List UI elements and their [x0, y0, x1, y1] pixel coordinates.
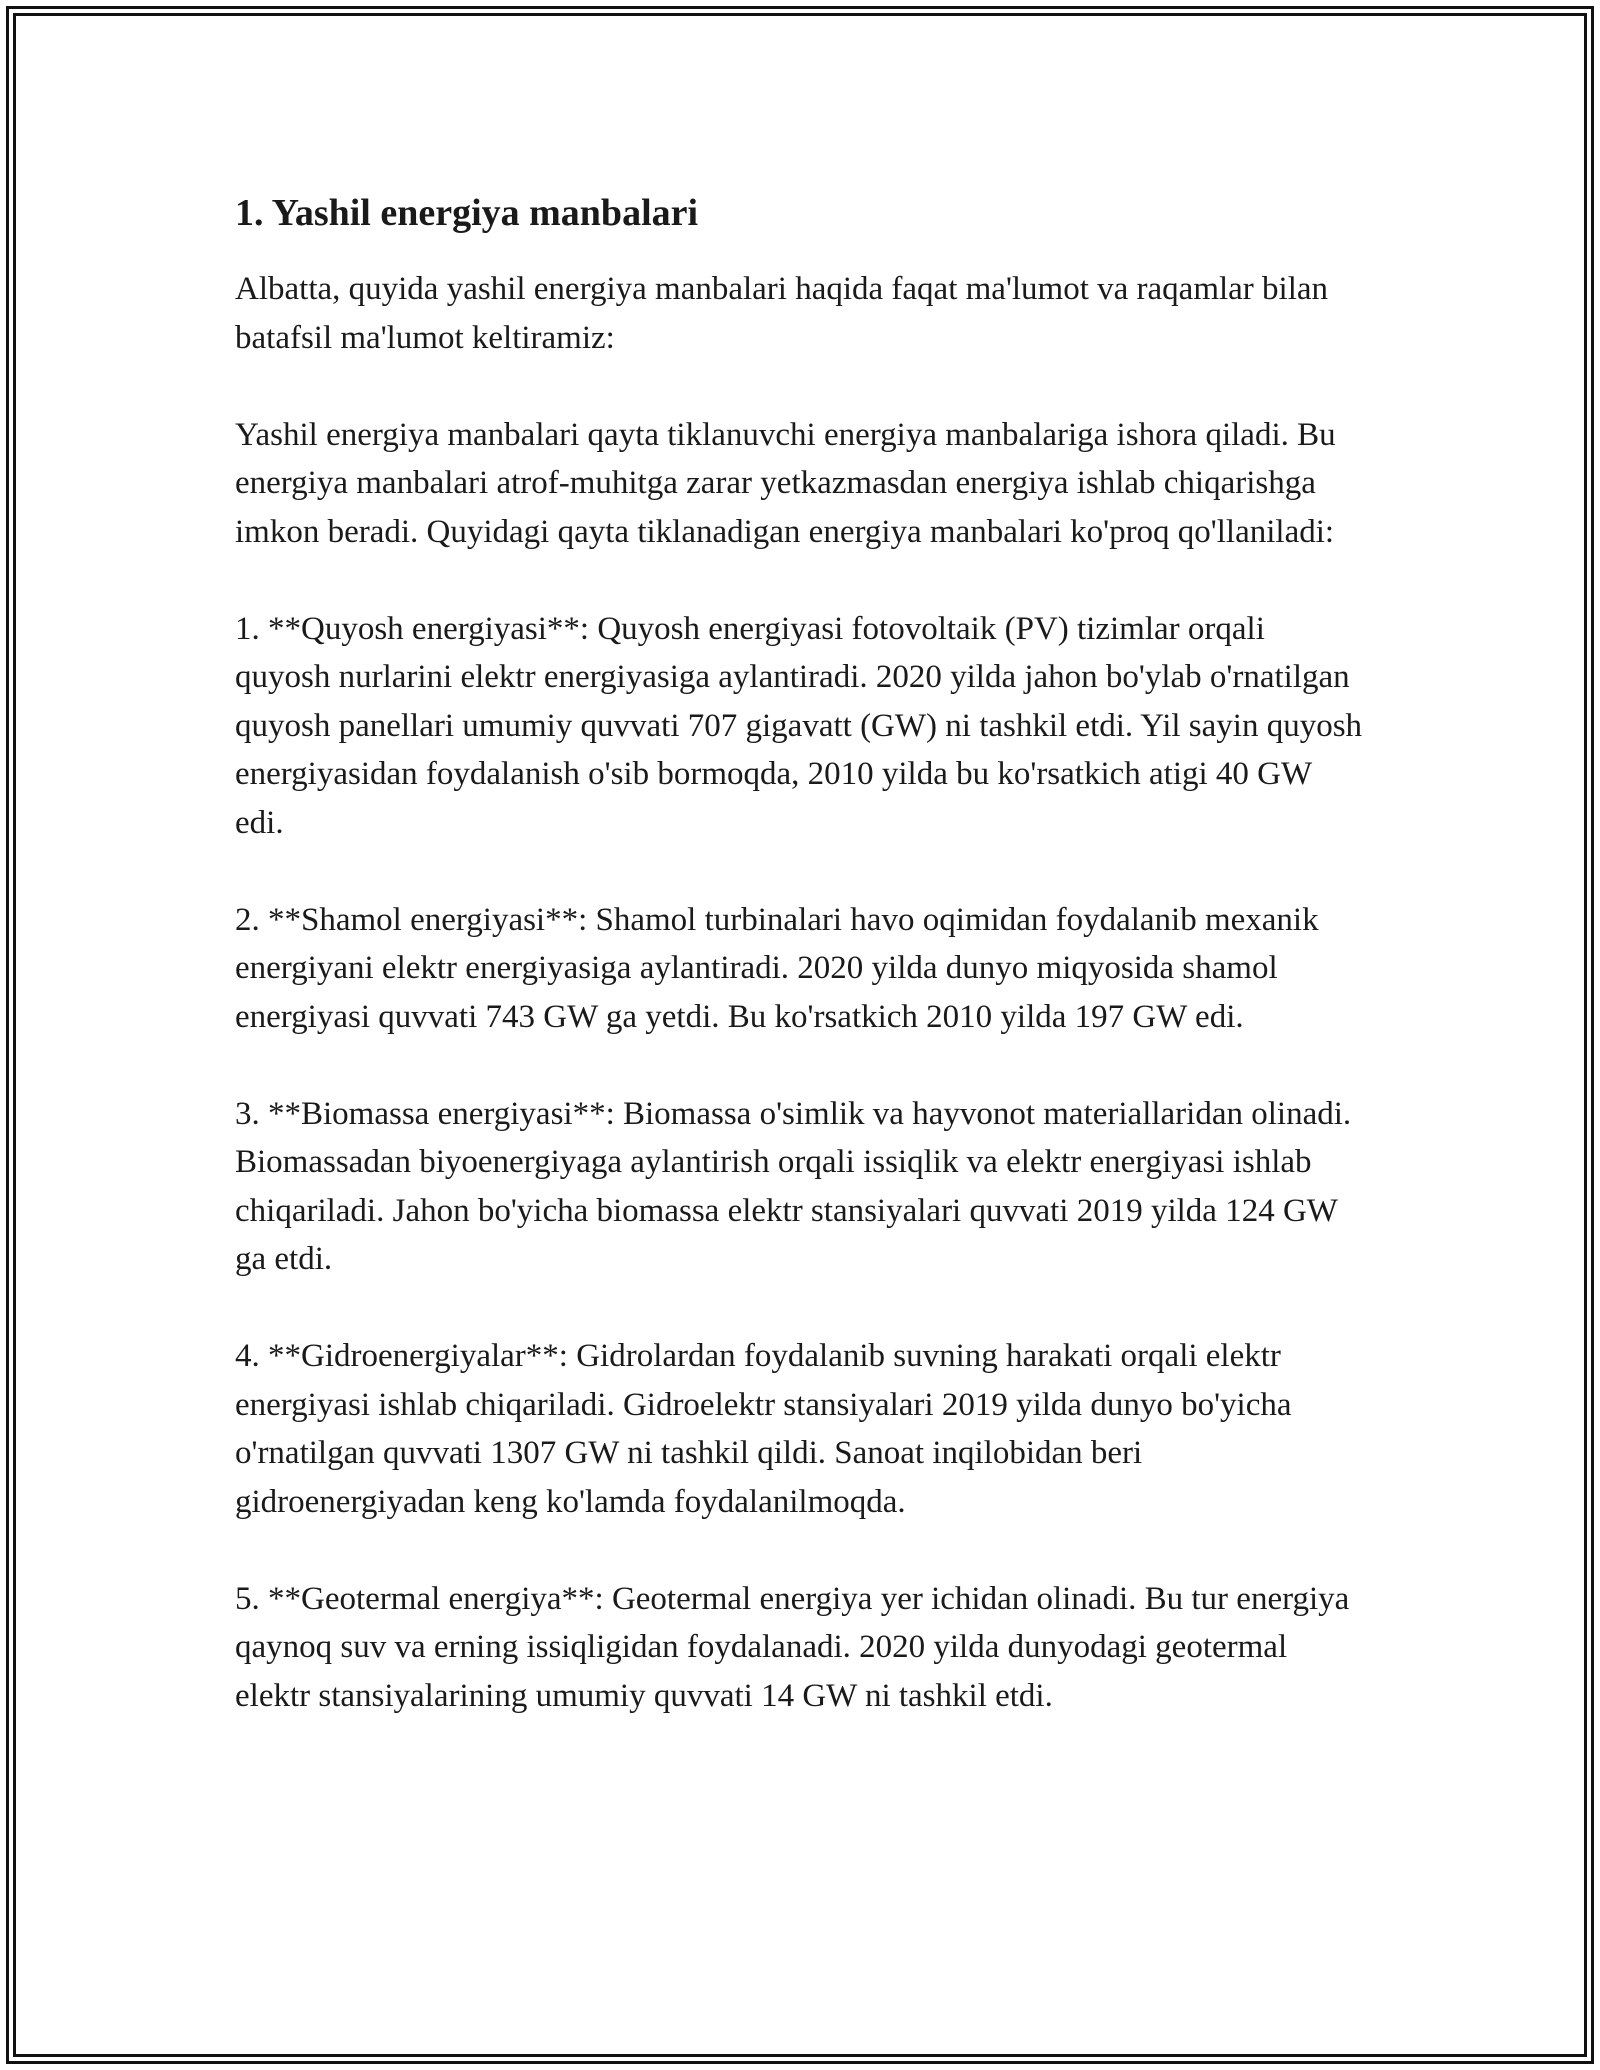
list-item-wind: 2. **Shamol energiyasi**: Shamol turbinalari havo oqimidan foydalanib mexanik energiyani elektr energiyasiga aylantiradi. 2020 yilda dunyo miqyosida shamol energiyasi quvvati 743 GW ga yetdi. Bu ko'rsatkich 2010 yilda 197 GW edi.: [235, 901, 1319, 1035]
intro-paragraph: Albatta, quyida yashil energiya manbalari haqida faqat ma'lumot va raqamlar bilan batafsil ma'lumot keltiramiz:: [235, 271, 1329, 356]
document-title: 1. Yashil energiya manbalari: [235, 192, 699, 234]
list-item-solar: 1. **Quyosh energiyasi**: Quyosh energiyasi fotovoltaik (PV) tizimlar orqali quyosh nurlarini elektr energiyasiga aylantiradi. 2020 yilda jahon bo'ylab o'rnatilgan quyosh panellari umumiy quvvati 707 gigavatt (GW) ni tashkil etdi. Yil sayin quyosh energiyasidan foydalanish o'sib bormoqda, 2010 yilda bu ko'rsatkich atigi 40 GW edi.: [235, 610, 1363, 841]
document-body: [235, 183, 1365, 1769]
list-item-geothermal: 5. **Geotermal energiya**: Geotermal energiya yer ichidan olinadi. Bu tur energiya qaynoq suv va erning issiqligidan foydalanadi. 2020 yilda dunyodagi geotermal elektr stansiyalarining umumiy quvvati 14 GW ni tashkil etdi.: [235, 1580, 1350, 1714]
definition-paragraph: Yashil energiya manbalari qayta tiklanuvchi energiya manbalariga ishora qiladi. Bu energiya manbalari atrof-muhitga zarar yetkazmasdan energiya ishlab chiqarishga imkon beradi. Quyidagi qayta tiklanadigan energiya manbalari ko'proq qo'llaniladi:: [235, 416, 1336, 550]
list-item-hydro: 4. **Gidroenergiyalar**: Gidrolardan foydalanib suvning harakati orqali elektr energiyasi ishlab chiqariladi. Gidroelektr stansiyalari 2019 yilda dunyo bo'yicha o'rnatilgan quvvati 1307 GW ni tashkil qildi. Sanoat inqilobidan beri gidroenergiyadan keng ko'lamda foydalanilmoqda.: [235, 1338, 1292, 1520]
list-item-biomass: 3. **Biomassa energiyasi**: Biomassa o'simlik va hayvonot materiallaridan olinadi. Biomassadan biyoenergiyaga aylantirish orqali issiqlik va elektr energiyasi ishlab chiqariladi. Jahon bo'yicha biomassa elektr stansiyalari quvvati 2019 yilda 124 GW ga etdi.: [235, 1095, 1352, 1277]
